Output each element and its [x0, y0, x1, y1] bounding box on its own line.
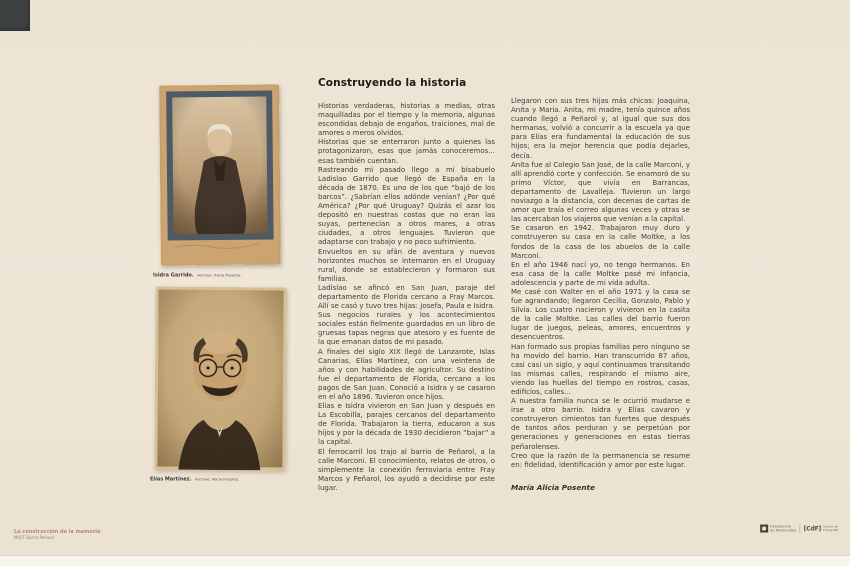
paragraph: Han formado sus propias familias pero ninguno se ha movido del barrio. Han transcurrido 87 años, casi casi un siglo, y aquí continuamos transitando las mismas calles, respirando el mismo aire, viendo las huellas del tiempo en rostros, casas, edificios, calles...: [511, 342, 690, 396]
caption-name: Elías Martínez.: [150, 476, 192, 482]
cdf-logo-icon: [CdF]: [803, 525, 821, 532]
paragraph: Historias verdaderas, historias a medias, otras maquilladas por el tiempo y la memoria, algunas escondidas debajo de engaños, traiciones, mal de amores o meros olvidos.: [318, 102, 495, 138]
cdf-logo-line1: Centro de: [822, 525, 838, 529]
photo-isidra-garrido: [159, 84, 281, 265]
intendencia-logo-line2: de Montevideo: [769, 528, 796, 533]
paragraph: Me casé con Walter en el año 1971 y la casa se fue agrandando; llegaron Cecilia, Gonzalo, Pablo y Silvia. Los cuatro nacieron y vivieron en la casita de la calle Moltke. Las calles del barrio fueron lugar de juegos, peleas, amores, encuentros y desencuentros.: [511, 287, 690, 342]
intendencia-logo-icon: [760, 525, 768, 533]
caption-credit: Archivo: Alicia Posente.: [197, 273, 242, 278]
panel-bottom-edge: [0, 555, 850, 566]
cdf-logo-line2: Fotografía: [822, 528, 838, 532]
paragraph: A nuestra familia nunca se le ocurrió mudarse e irse a otro barrio. Isidra y Elías cavaron y construyeron cimientos tan fuertes que después de tantos años perduran y se perpetúan por generaciones y generaciones en estas tierras peñarolenses.: [511, 397, 690, 451]
paragraph: Creo que la razón de la permanencia se resume en: fidelidad, identificación y amor por este lugar.: [511, 451, 690, 469]
cdf-logo: [803, 525, 838, 532]
logo-divider: [799, 524, 800, 533]
text-column-left: [318, 102, 495, 493]
paragraph: Anita fue al Colegio San José, de la calle Marconi, y allí aprendió corte y confección. Se enamoró de su primo Víctor, que vivía en Barrancas, departamento de Lavalleja. Tuvieron un largo noviazgo a la distancia, con decenas de cartas de amor que traía el correo algunas veces y otras se las acercaban los viajeros que venían a la capital.: [511, 160, 690, 224]
intendencia-montevideo-logo: [760, 525, 796, 533]
paragraph: Rastreando mi pasado llego a mi bisabuelo Ladislao Garrido que llegó de España en la década de 1870. Es uno de los que “bajó de los barcos”. ¿Sabrían ellos adónde venían? ¿Por qué América? ¿Por qué Uruguay? Quizás el azar los depositó en nuestras costas que no eran las suyas, pertenecían a otros mares, a otras ciudades, a otros lenguajes. Tuvieron que adaptarse con trabajo y no poco sufrimiento.: [318, 165, 495, 247]
paragraph: Historias que se enterraron junto a quienes las protagonizaron, esas que jamás conoceremos... esas también cuentan.: [318, 138, 495, 165]
paragraph: Se casaron en 1942. Trabajaron muy duro y construyeron su casa en la calle Moltke, a los fondos de la casa de los abuelos de la calle Marconi.: [511, 224, 690, 260]
exhibit-title: La construcción de la memoria: [14, 529, 101, 535]
footer-logos: [760, 524, 838, 533]
corner-mark: [0, 0, 30, 31]
paragraph: Envueltos en su afán de aventura y nuevos horizontes muchos se internaron en el Uruguay rural, donde se establecieron y formaron sus familias.: [318, 247, 495, 283]
author-signature: María Alicia Posente: [511, 482, 595, 492]
page-title: Construyendo la historia: [318, 77, 467, 89]
caption-name: Isidra Garrido.: [153, 272, 194, 278]
caption-credit: Archivo: Alicia Posente.: [195, 477, 240, 482]
paragraph: Elías e Isidra vivieron en San Juan y después en La Escobilla, parajes cercanos del departamento de Florida. Trabajaron la tierra, educaron a sus hijos y por la década de 1930 decidieron “bajar” a la capital.: [318, 402, 495, 447]
paragraph: Ladislao se afincó en San Juan, paraje del departamento de Florida cercano a Fray Marcos. Allí se casó y tuvo tres hijas: Josefa, Paula e Isidra. Sus negocios rurales y los acontecimientos sociales están fielmente guardados en un libro de gruesas tapas negras que atesoro y es fuente de la que emanan datos de mi pasado.: [318, 283, 495, 347]
paragraph: El ferrocarril los trajo al barrio de Peñarol, a la calle Marconi. El conocimiento, relatos de otros, o simplemente la conexión ferroviaria entre Fray Marcos y Peñarol, los ayudó a decidirse por este lugar.: [318, 447, 495, 492]
exhibit-subtitle: MUFF Barrio Peñarol: [14, 535, 55, 540]
photo-elias-martinez: [154, 287, 286, 471]
footer-exhibit-info: [14, 529, 264, 540]
paragraph: En el año 1946 nací yo, no tengo hermanos. En esa casa de la calle Moltke pasé mi infancia, adolescencia y parte de mi vida adulta.: [511, 260, 690, 287]
paragraph: A finales del siglo XIX llegó de Lanzarote, Islas Canarias, Elías Martínez, con una veintena de años y con habilidades de agricultor. Su destino fue el departamento de Florida, cercano a los pagos de San Juan. Conoció a Isidra y se casaron en el año 1896. Tuvieron once hijos.: [318, 347, 495, 401]
text-column-right: [511, 97, 690, 492]
paragraph: Llegaron con sus tres hijas más chicas: Joaquina, Anita y María. Anita, mi madre, tenía quince años cuando llegó a Peñarol y, al igual que sus dos hermanas, volvió a concurrir a la escuela ya que para Elías era fundamental la educación de sus hijos; era la mejor herencia que podía dejarles, decía.: [511, 97, 690, 160]
intendencia-logo-line1: Intendencia: [769, 524, 791, 529]
